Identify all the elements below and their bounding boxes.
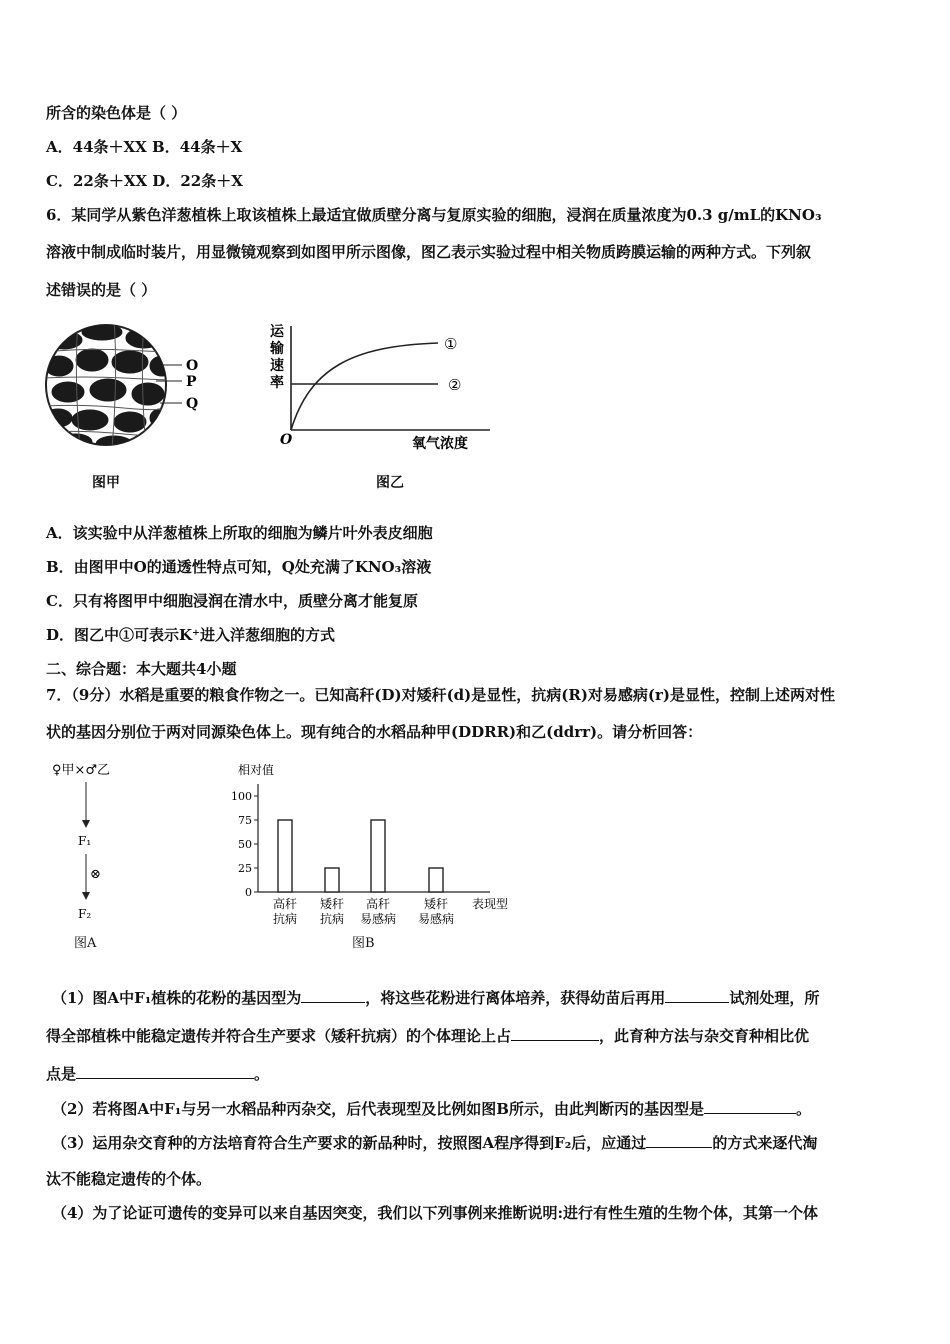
figure-jia: [44, 318, 214, 498]
q5-options-cd: C．22条＋XX D．22条＋X: [46, 172, 243, 190]
q5-stem: 所含的染色体是（ ）: [46, 104, 187, 122]
q7-part1-text-c: 试剂处理，所: [729, 989, 820, 1007]
q7-part2: [52, 1099, 811, 1119]
category-label-3: 易感病: [359, 912, 397, 926]
q7-part1-text-f: 点是: [46, 1065, 77, 1083]
f2-label: F₂: [78, 907, 92, 921]
q7-part2-text-b: 。: [795, 1100, 811, 1118]
transport-rate-graph: [262, 318, 492, 458]
q7-part1-text-g: 。: [254, 1065, 270, 1083]
q7-part3-text-a: （3）运用杂交育种的方法培育符合生产要求的新品种时，按照图A程序得到F₂后，应通过: [52, 1134, 647, 1152]
figure-b: [228, 760, 528, 930]
f1-label: F₁: [78, 834, 92, 848]
x-axis-label: 氧气浓度: [412, 436, 468, 452]
q7-part1-text-b: ，将这些花粉进行离体培养，获得幼苗后再用: [365, 989, 666, 1007]
q7-part1-line1: [52, 988, 819, 1008]
y-tick-label: 0: [245, 886, 252, 899]
answer-blank-bing-genotype[interactable]: [704, 1099, 796, 1114]
svg-text:速: 速: [270, 358, 284, 374]
category-label-1: 高秆: [272, 897, 298, 911]
cross-diagram: [48, 758, 168, 953]
caption-b: 图B: [352, 936, 375, 951]
q7-part1-line3: [46, 1064, 269, 1084]
y-axis-label: [269, 324, 285, 391]
caption-a: 图A: [74, 936, 97, 951]
cross-label: ♀甲×♂乙: [52, 763, 111, 778]
bar-4: [429, 868, 443, 892]
category-label-2: 矮秆: [319, 897, 345, 911]
q7-stem-line1: 7．（9分）水稻是重要的粮食作物之一。已知高秆(D)对矮秆(d)是显性，抗病(R)对易感病(r)是显性，控制上述两对性: [46, 686, 836, 704]
answer-blank-method[interactable]: [646, 1133, 712, 1148]
q7-part1-text-a: （1）图A中F₁植株的花粉的基因型为: [52, 989, 302, 1007]
q5-options-ab: A．44条＋XX B．44条＋X: [46, 138, 243, 156]
label-o: O: [186, 358, 199, 374]
q6-option-d: D．图乙中①可表示K⁺进入洋葱细胞的方式: [46, 626, 335, 644]
q6-option-c: C．只有将图甲中细胞浸润在清水中，质壁分离才能复原: [46, 592, 418, 610]
chart-xlabel: 表现型: [472, 897, 509, 911]
curve-1: [291, 343, 438, 430]
curve-1-label: ①: [444, 335, 458, 353]
q7-part3-line1: [52, 1133, 817, 1153]
answer-blank-proportion[interactable]: [511, 1026, 599, 1041]
q7-part2-text-a: （2）若将图A中F₁与另一水稻品种丙杂交，后代表现型及比例如图B所示，由此判断丙的基因型是: [52, 1100, 704, 1118]
q6-option-a: A．该实验中从洋葱植株上所取的细胞为鳞片叶外表皮细胞: [46, 524, 433, 542]
category-label-1: 抗病: [272, 912, 298, 926]
q6-stem-line2: 溶液中制成临时装片，用显微镜观察到如图甲所示图像，图乙表示实验过程中相关物质跨膜运输的两种方式。下列叙: [46, 243, 812, 261]
category-label-3: 高秆: [365, 897, 391, 911]
answer-blank-advantage[interactable]: [76, 1064, 254, 1079]
q7-part4: （4）为了论证可遗传的变异可以来自基因突变，我们以下列事例来推断说明:进行有性生殖的生物个体，其第一个体: [52, 1204, 818, 1222]
q7-part1-text-d: 得全部植株中能稳定遗传并符合生产要求（矮秆抗病）的个体理论上占: [46, 1027, 512, 1045]
category-label-4: 矮秆: [423, 897, 449, 911]
phenotype-bar-chart: [228, 760, 528, 930]
figure-a: [48, 758, 168, 953]
y-tick-label: 100: [231, 790, 252, 803]
section-heading: 二、综合题：本大题共4小题: [46, 660, 237, 678]
micrograph-cells: [44, 318, 214, 498]
q7-part1-text-e: ，此育种方法与杂交育种相比优: [599, 1027, 810, 1045]
y-tick-label: 50: [238, 838, 252, 851]
y-tick-label: 25: [238, 862, 252, 875]
label-p: P: [186, 374, 197, 390]
figure-yi: [262, 318, 492, 458]
q7-part3-line2: 汰不能稳定遗传的个体。: [46, 1170, 212, 1188]
svg-text:率: 率: [270, 375, 284, 391]
bar-1: [278, 820, 292, 892]
q6-option-b: B．由图甲中O的通透性特点可知，Q处充满了KNO₃溶液: [46, 558, 432, 576]
y-tick-label: 75: [238, 814, 252, 827]
label-q: Q: [186, 396, 199, 412]
category-label-4: 易感病: [417, 912, 455, 926]
svg-text:输: 输: [270, 341, 284, 357]
answer-blank-reagent[interactable]: [665, 988, 729, 1003]
q7-part1-line2: [46, 1026, 809, 1046]
origin-label: O: [280, 432, 293, 448]
answer-blank-pollen-genotype[interactable]: [301, 988, 365, 1003]
bar-2: [325, 868, 339, 892]
caption-yi: 图乙: [376, 475, 404, 491]
selfing-symbol: ⊗: [90, 867, 101, 882]
chart-ylabel: 相对值: [238, 763, 275, 777]
bar-3: [371, 820, 385, 892]
caption-jia: 图甲: [92, 475, 120, 491]
q7-part3-text-b: 的方式来逐代淘: [712, 1134, 818, 1152]
q6-stem-line3: 述错误的是（ ）: [46, 281, 157, 299]
category-label-2: 抗病: [319, 912, 345, 926]
curve-2-label: ②: [448, 376, 462, 394]
q7-stem-line2: 状的基因分别位于两对同源染色体上。现有纯合的水稻品种甲(DDRR)和乙(ddrr)。请分析回答：: [46, 723, 703, 741]
svg-text:运: 运: [270, 324, 284, 340]
q6-stem-line1: 6．某同学从紫色洋葱植株上取该植株上最适宜做质壁分离与复原实验的细胞，浸润在质量浓度为0.3 g/mL的KNO₃: [46, 206, 822, 224]
